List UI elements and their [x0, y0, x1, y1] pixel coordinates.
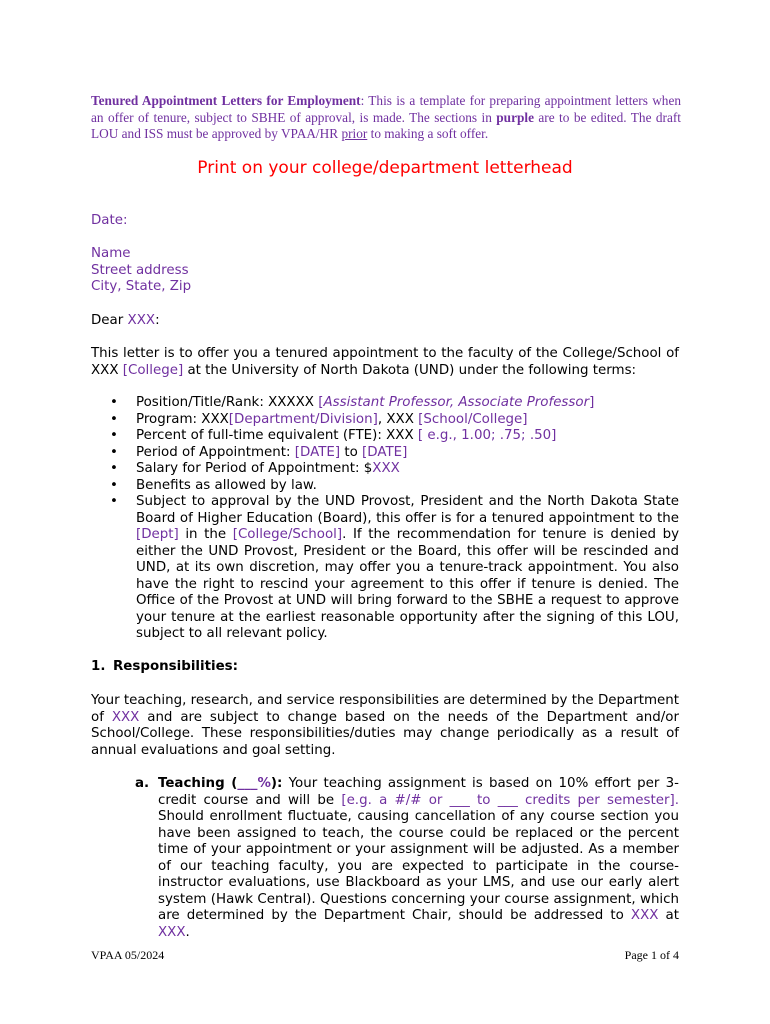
address-block [91, 246, 191, 296]
address-name: Name [91, 246, 131, 261]
term-period: • Period of Appointment: [DATE] to [DATE] [110, 444, 408, 460]
term-position: • Position/Title/Rank: XXXXX [Assistant Professor, Associate Professor] [110, 395, 595, 410]
offer-paragraph: This letter is to offer you a tenured appointment to the faculty of the College/School of XXX [College] at the University of North Dakota (UND) under the following terms: [91, 346, 679, 378]
section-heading-responsibilities: 1. Responsibilities: [91, 659, 238, 674]
purple-word: purple [496, 109, 534, 125]
address-city: City, State, Zip [91, 279, 192, 294]
term-program: • Program: XXX[Department/Division], XXX [School/College] [110, 411, 528, 427]
terms-list [91, 395, 679, 643]
teaching-item [135, 776, 679, 941]
prior-word: prior [341, 126, 368, 141]
term-approval: • Subject to approval by the UND Provost, President and the North Dakota State Board of Higher Education (Board), this offer is for a tenured appointment to the [Dept] in the [College/School]. If the recommendation for tenure is denied by either the UND Provost, President or the Board, this offer will be rescinded and UND, at its own discretion, may offer you a tenure-track appointment. You also have the right to rescind your agreement to this offer if tenure is denied. The Office of the Provost at UND will bring forward to the SBHE a request to approve your tenure at the earliest reasonable opportunity after the signing of this LOU, subject to all relevant policy. [110, 494, 680, 641]
address-street: Street address [91, 262, 189, 278]
letterhead-instruction: Print on your college/department letterhead [197, 158, 573, 178]
footer-version: VPAA 05/2024 [91, 948, 165, 962]
intro-note: Tenured Appointment Letters for Employment: This is a template for preparing appointment letters when an offer of tenure, subject to SBHE of approval, is made. The sections in purple are to be edited. The draft LOU and ISS must be approved by VPAA/HR prior to making a soft offer. [91, 93, 682, 141]
responsibilities-paragraph: Your teaching, research, and service responsibilities are determined by the Department of XXX and are subject to change based on the needs of the Department and/or School/College. These responsibilities/duties may change periodically as a result of annual evaluations and goal setting. [91, 693, 679, 758]
term-benefits: • Benefits as allowed by law. [110, 477, 317, 493]
intro-title: Tenured Appointment Letters for Employment [91, 93, 361, 108]
salutation: Dear XXX: [91, 313, 160, 328]
teaching-body: Teaching (___%): Your teaching assignment is based on 10% effort per 3-credit course and will be [e.g. a #/# or ___ to ___ credits per semester]. Should enrollment fluctuate, causing cancellation of any course section you have been assigned to teach, the course could be replaced or the percent time of your appointment or your assignment will be adjusted. As a member of our teaching faculty, you are expected to participate in the course-instructor evaluations, use Blackboard as your LMS, and use our early alert system (Hawk Central). Questions concerning your course assignment, which are determined by the Department Chair, should be addressed to XXX at XXX. [158, 776, 679, 940]
term-salary: • Salary for Period of Appointment: $XXX [110, 461, 400, 476]
term-fte: • Percent of full-time equivalent (FTE): XXX [ e.g., 1.00; .75; .50] [110, 428, 557, 443]
footer-page-number: Page 1 of 4 [624, 948, 679, 962]
teaching-letter: a. [135, 776, 150, 791]
date-label: Date: [91, 213, 128, 228]
